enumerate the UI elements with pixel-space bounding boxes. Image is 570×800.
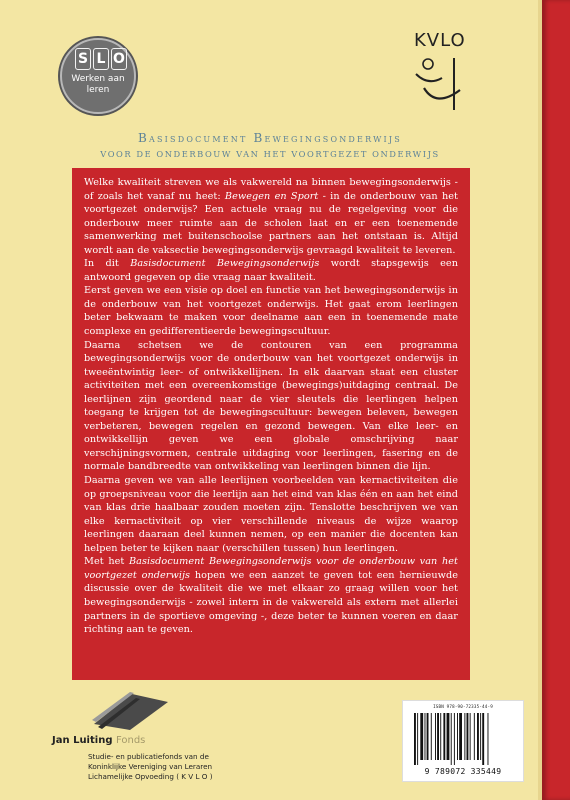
slo-letter-l: L — [93, 48, 109, 70]
paragraph-5: Daarna geven we van alle leerlijnen voorbeelden van kernactiviteiten die op groepsniveau voor die leerlijn aan het eind van klas één en aan het eind van klas drie haalbaar zouden moeten zijn. Tenslotte beschrijven we van elke kernactiviteit op vier verschillende niveaus de wijze waarop leerlingen daaraan deel kunnen nemen, op een manier die docenten kan helpen beter te kijken naar (verschillen tussen) hun leerlingen. — [84, 475, 458, 554]
book-subtitle: VOOR DE ONDERBOUW VAN HET VOORTGEZET ONDERWIJS — [100, 149, 440, 159]
slo-tagline-line1: Werken aan — [71, 74, 125, 84]
slo-logo — [60, 38, 136, 114]
slo-letter-o: O — [111, 48, 127, 70]
paragraph-6: Met het Basisdocument Bewegingsonderwijs voor de onderbouw van het voortgezet onderwijs hopen we een aanzet te geven tot een hernieuwde discussie over de kwaliteit die we met elkaar zo graag willen voor het bewegingsonderwijs - zowel intern in de vakwereld als extern met allerlei partners in de sportieve omgeving -, deze beter te kunnen voeren en daar richting aan te geven. — [84, 556, 458, 636]
paragraph-4: Daarna schetsen we de contouren van een programma bewegingsonderwijs voor de onderbouw van het voortgezet onderwijs in tweeëntwintig leer- of ontwikkellijnen. In elk daarvan staat een cluster activiteiten met een overeenkomstige (bewegings)uitdaging centraal. De leerlijnen zijn geordend naar de vier sleutels die leerlingen helpen toegang te krijgen tot de bewegingscultuur: bewegen beleven, bewegen verbeteren, bewegen regelen en gezond bewegen. Van elke leer- en ontwikkellijn geven we een globale omschrijving naar verschijningsvormen, centrale uitdaging voor leerlingen, fasering en de normale bandbreedte van ontwikkeling van leerlingen binnen die lijn. — [84, 339, 458, 473]
kvlo-logo-text: KVLO — [414, 30, 466, 51]
book-title: Basisdocument Bewegingsonderwijs — [137, 131, 402, 145]
isbn-barcode — [402, 700, 524, 782]
publisher-name: Jan Luiting Fonds — [52, 735, 146, 746]
slo-tagline — [62, 74, 134, 96]
kvlo-emblem-icon — [412, 56, 472, 112]
paragraph-2: In dit Basisdocument Bewegingsonderwijs wordt stapsgewijs een antwoord gegeven op die vraag naar kwaliteit. — [84, 258, 458, 283]
slo-tagline-line2: leren — [86, 85, 110, 95]
back-cover-text-box — [72, 168, 470, 680]
paragraph-3: Eerst geven we een visie op doel en functie van het bewegingsonderwijs in de onderbouw van het voortgezet onderwijs. Het gaat erom leerlingen beter bekwaam te maken voor deelname aan een in toenemende mate complexe en gedifferentieerde bewegingscultuur. — [84, 285, 458, 338]
jan-luiting-logo-icon — [88, 690, 172, 732]
slo-letters — [75, 48, 127, 70]
publisher-description: Studie- en publicatiefonds van de Koninklijke Vereniging van Leraren Lichamelijke Opvoeding ( K V L O ) — [88, 752, 213, 781]
barcode-bars — [413, 713, 513, 765]
barcode-number: 9 789072 335449 — [424, 767, 502, 776]
isbn-text: ISBN 978-90-72335-44-9 — [433, 704, 493, 709]
back-cover-text — [84, 176, 458, 637]
paragraph-1: Welke kwaliteit streven we als vakwereld na binnen bewegingsonderwijs - of zoals het vanaf nu heet: Bewegen en Sport - in de onderbouw van het voortgezet onderwijs? Een actuele vraag nu de regelgeving voor die onderbouw meer ruimte aan de scholen laat en er een toenemende samenwerking met buitenschoolse partners aan het ontstaan is. Altijd wordt aan de vaksectie bewegingsonderwijs gevraagd kwaliteit te leveren. — [84, 177, 458, 256]
slo-letter-s: S — [75, 48, 91, 70]
book-spine — [542, 0, 570, 800]
